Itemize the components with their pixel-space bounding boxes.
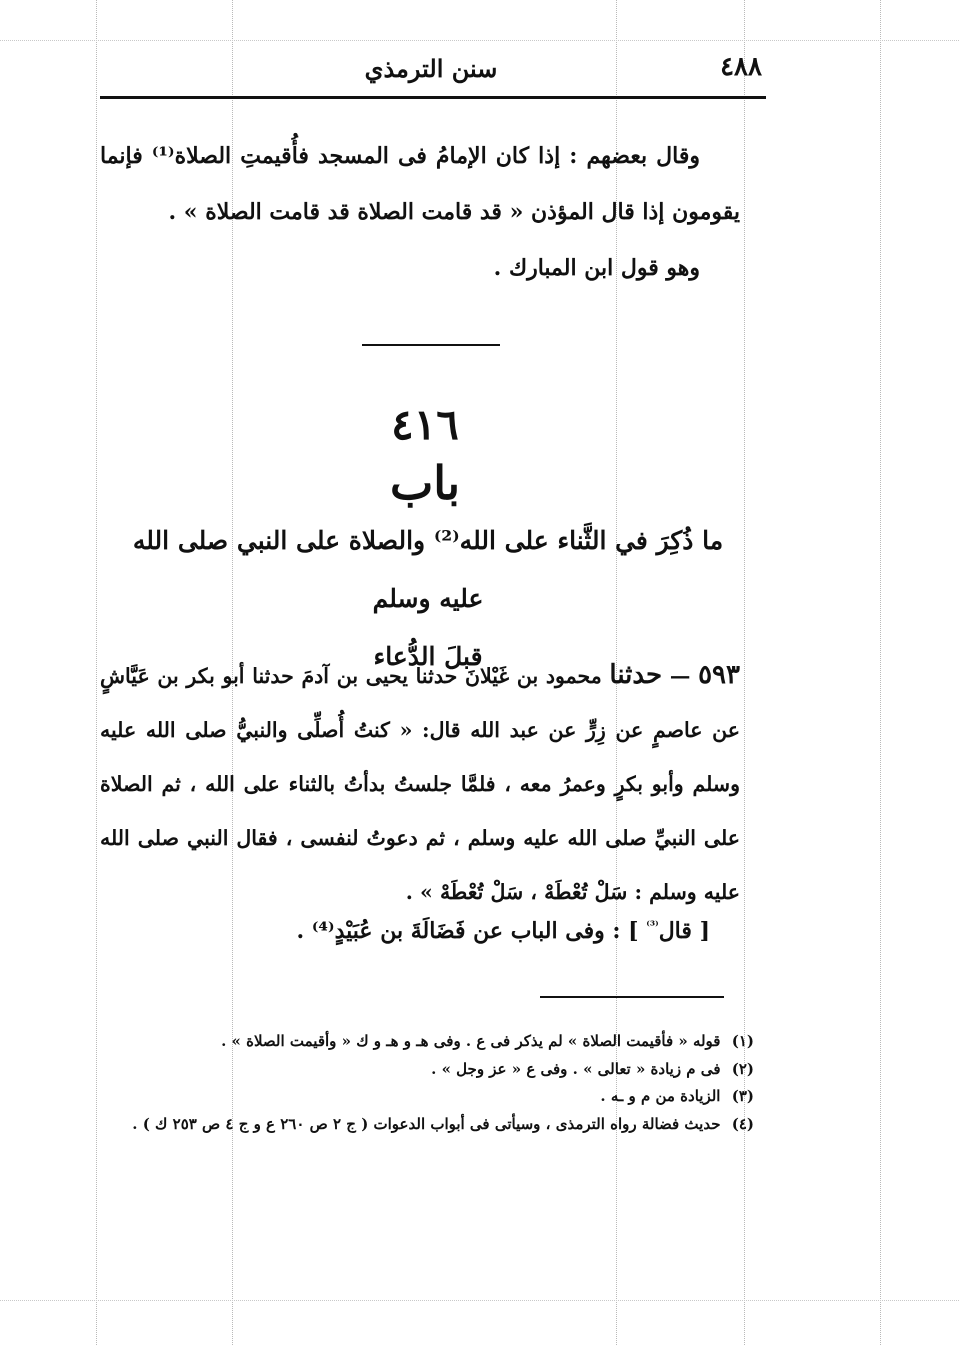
running-title: سنن الترمذي [364,54,498,83]
hadith-text [100,648,740,919]
scan-grid-line [96,0,97,1345]
page-number: ٤٨٨ [720,52,762,82]
footnote-marker: (١) [731,1032,754,1050]
bracket-close: ] [628,918,639,944]
footnote-marker: (٣) [731,1087,754,1105]
qala-line [100,918,710,944]
intro-text [100,128,740,296]
intro-paragraph: وقال بعضهم : إذا كان الإمامُ فى المسجد فأُقيمتِ الصلاة⁽¹⁾ فإنما يقومون إذا قال المؤذن « قد قامت الصلاة قد قامت الصلاة » . [100,143,740,225]
chapter-title-line: قبلَ الدُّعاء [373,642,483,671]
footnote [92,1056,754,1084]
scan-grid-line [0,1300,959,1301]
footnote-text: قوله « فأقيمت الصلاة » لم يذكر فى ع . وفى هـ و هـ و ك « وأقيمت الصلاة » . [221,1032,721,1050]
footnote [92,1083,754,1111]
footnote-text: الزيادة من م و ـه . [600,1087,721,1105]
footnote-ref: ⁽³⁾ [646,918,659,933]
chapter-title-line: ما ذُكِرَ في الثَّناء على الله⁽²⁾ والصلاة على النبي صلى الله عليه وسلم [132,526,724,613]
footnote-marker: (٤) [731,1114,754,1133]
qala-text: : وفى الباب عن فَضَالَةَ بن عُبَيْدٍ⁽⁴⁾ . [296,918,621,944]
footnote-rule [540,996,724,998]
footnote-text: حديث فضالة رواه الترمذى ، وسيأتى فى أبواب الدعوات ( ج ٢ ص ٢٦٠ ع و ج ٤ ص ٢٥٣ ك ) . [132,1114,721,1133]
qala-word: قال [658,918,692,944]
intro-paragraph: وهو قول ابن المبارك . [493,255,700,281]
header-rule [100,96,766,99]
chapter-number: ٤١٦ [391,400,459,449]
footnote [92,1111,754,1139]
hadith-keyword: حدثنا [609,660,663,690]
section-divider [362,344,500,346]
footnote [92,1028,754,1056]
hadith-number: ٥٩٣ [698,660,740,690]
footnote-marker: (٢) [731,1059,754,1078]
bracket-open: [ [699,918,710,944]
footnote-text: فى م زيادة « تعالى » . وفى ع « عز وجل » . [431,1059,721,1078]
hadith-body: محمود بن غَيْلانَ حدثنا يحيى بن آدمَ حدثنا أبو بكر بن عَيَّاشٍ عن عاصمٍ عن زِرٍّ عن عبد الله قال: « كنتُ أُصلِّى والنبيُّ صلى الله عليه وسلم وأبو بكرٍ وعمرُ معه ، فلمَّا جلستُ بدأتُ بالثناء على الله ، ثم الصلاة على النبيِّ صلى الله عليه وسلم ، ثم دعوتُ لنفسى ، فقال النبي صلى الله عليه وسلم : سَلْ تُعْطَهْ ، سَلْ تُعْطَهْ » . [100,664,740,904]
footnotes [92,1028,754,1138]
scan-grid-line [0,40,959,41]
chapter-label: باب [389,456,461,510]
page-header [100,52,762,94]
scan-grid-line [880,0,881,1345]
hadith-dash: — [669,664,691,688]
